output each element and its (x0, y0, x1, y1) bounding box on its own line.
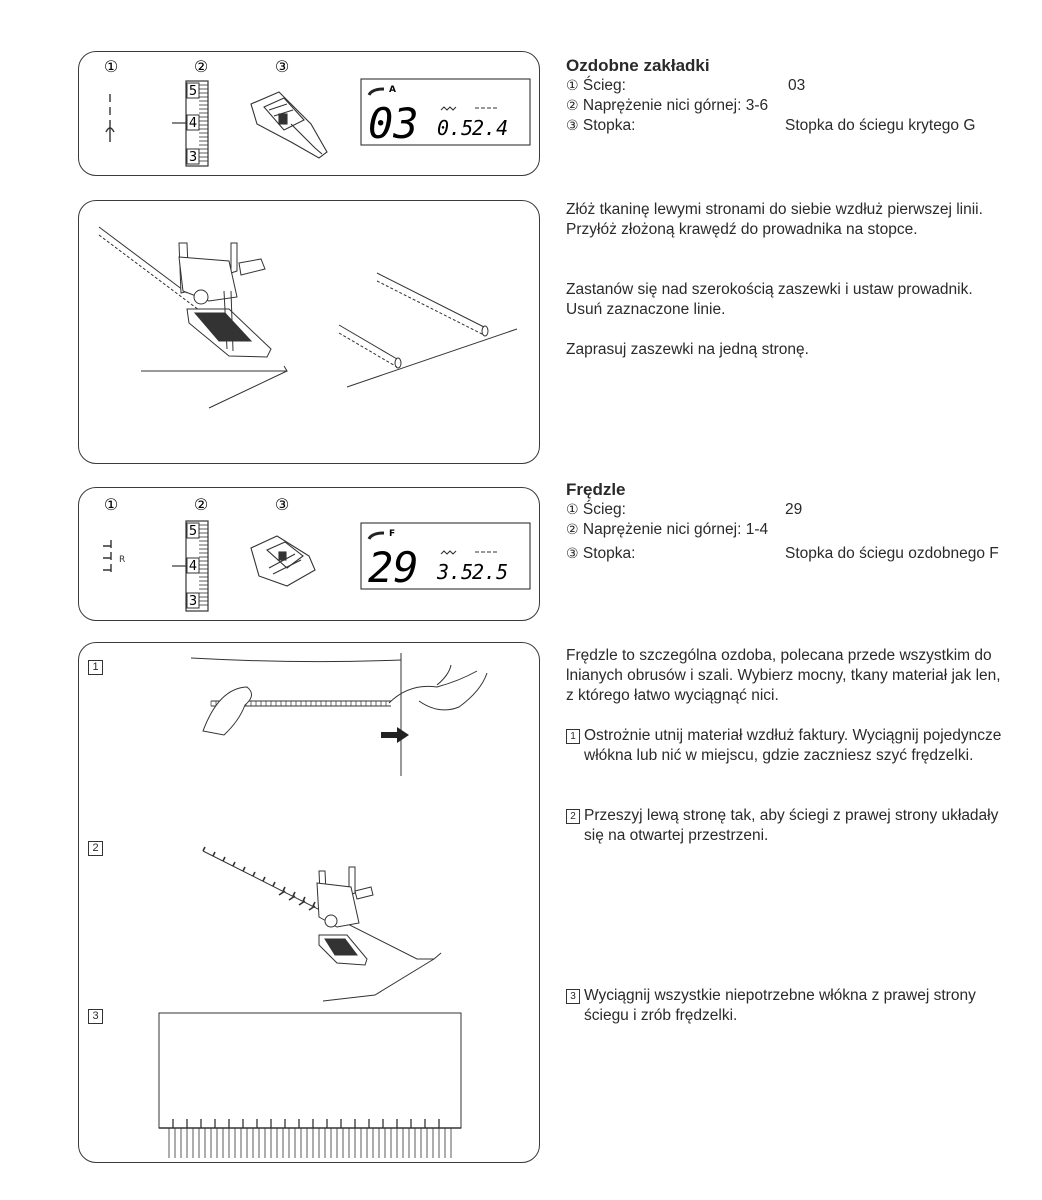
setting-value: Stopka do ściegu ozdobnego F (785, 545, 999, 562)
settings-figure (79, 488, 541, 622)
tucks-settings (566, 56, 1026, 136)
section-heading-fringe: Frędzle (566, 480, 626, 499)
setting-label: Stopka: (582, 117, 636, 134)
dial-value-top: 5 (188, 84, 198, 99)
setting-num: ③ (566, 118, 579, 134)
pull-thread-illustration (191, 653, 487, 776)
presser-foot-illustration (179, 243, 271, 357)
step-number: 1 (566, 729, 580, 744)
setting-value: Stopka do ściegu krytego G (785, 117, 976, 134)
label-foot-num: ③ (274, 57, 290, 76)
lcd-pattern-number: 03 (368, 99, 419, 148)
setting-num: ② (566, 522, 579, 538)
setting-label: Naprężenie nici górnej: (582, 97, 742, 114)
setting-value: 03 (788, 77, 806, 94)
instruction-fold: Złóż tkaninę lewymi stronami do siebie wzdłuż pierwszej linii. Przyłóż złożoną krawędź do prowadnika na stopce. (566, 201, 983, 238)
step-text: Ostrożnie utnij materiał wzdłuż faktury. Wyciągnij pojedyncze włókna lub nić w miejscu, gdzie zaczniesz szyć frędzelki. (584, 727, 1002, 764)
setting-row-stitch (566, 76, 1026, 96)
settings-panel-tucks (78, 51, 540, 176)
fringe-instructions (566, 646, 1006, 1026)
settings-figure (79, 52, 541, 177)
setting-row-tension (566, 520, 1036, 540)
lcd-width: 3.5 (437, 560, 474, 584)
lcd-letter: F (389, 529, 396, 539)
setting-num: ① (566, 502, 579, 518)
lcd-width: 0.5 (437, 116, 474, 140)
fringe-intro: Frędzle to szczególna ozdoba, polecana przede wszystkim do lnianych obrusów i szali. Wybierz mocny, tkany materiał jak len, z którego łatwo wyciągnąć nici. (566, 647, 1001, 704)
tuck-illustration (79, 201, 541, 465)
setting-label: Naprężenie nici górnej: (582, 521, 742, 538)
step-number: 2 (566, 809, 580, 824)
setting-row-stitch (566, 500, 1036, 520)
lcd-display (361, 79, 530, 148)
lcd-pattern-number: 29 (368, 543, 419, 592)
tuck-illustration-panel (78, 200, 540, 464)
setting-num: ② (566, 98, 579, 114)
fringe-step-2 (566, 806, 1006, 846)
dial-value-mid: 4 (188, 116, 198, 131)
folded-tucks-illustration (339, 273, 517, 387)
fringe-settings (566, 480, 1036, 564)
label-stitch-num: ① (103, 495, 119, 514)
step-label-3: 3 (88, 1009, 103, 1024)
tension-dial-icon (172, 81, 208, 166)
dial-value-top: 5 (188, 524, 198, 539)
lcd-display (361, 523, 530, 592)
label-stitch-num: ① (103, 57, 119, 76)
finished-fringe-illustration (159, 1013, 461, 1158)
stitch-pattern-icon (103, 540, 125, 572)
fringe-step-3 (566, 986, 1006, 1026)
setting-row-tension (566, 96, 1026, 116)
fringe-step-1 (566, 726, 1006, 766)
sew-fringe-illustration (203, 847, 441, 1001)
setting-value: 3-6 (745, 97, 769, 114)
label-tension-num: ② (193, 495, 209, 514)
setting-label: Stopka: (582, 545, 636, 562)
step-label-2: 2 (88, 841, 103, 856)
setting-num: ① (566, 78, 579, 94)
setting-label: Ścieg: (582, 501, 626, 518)
section-heading-tucks: Ozdobne zakładki (566, 56, 710, 75)
stitch-pattern-icon (106, 94, 114, 142)
presser-foot-g-icon (251, 92, 327, 158)
lcd-letter: A (389, 85, 396, 95)
dial-value-mid: 4 (188, 559, 198, 574)
setting-label: Ścieg: (582, 77, 626, 94)
setting-value: 29 (785, 501, 803, 518)
label-tension-num: ② (193, 57, 209, 76)
setting-value: 1-4 (745, 521, 769, 538)
stitch-mark-r: R (119, 555, 126, 565)
step-text: Wyciągnij wszystkie niepotrzebne włókna z prawej strony ściegu i zrób frędzelki. (584, 987, 976, 1024)
setting-num: ③ (566, 546, 579, 562)
tension-dial-icon (172, 521, 208, 611)
step-label-1: 1 (88, 660, 103, 675)
settings-panel-fringe (78, 487, 540, 621)
fringe-steps-panel (78, 642, 540, 1163)
instruction-press: Zaprasuj zaszewki na jedną stronę. (566, 341, 809, 358)
fringe-illustration (79, 643, 541, 1164)
tucks-instructions (566, 200, 1006, 360)
step-number: 3 (566, 989, 580, 1004)
setting-row-foot (566, 116, 1026, 136)
dial-value-bottom: 3 (188, 150, 198, 165)
presser-foot-f-icon (251, 536, 315, 586)
step-text: Przeszyj lewą stronę tak, aby ściegi z prawej strony układały się na otwartej przestrzeni. (584, 807, 999, 844)
instruction-guide: Zastanów się nad szerokością zaszewki i ustaw prowadnik. Usuń zaznaczone linie. (566, 281, 973, 318)
lcd-length: 2.4 (472, 116, 509, 140)
label-foot-num: ③ (274, 495, 290, 514)
setting-row-foot (566, 544, 1036, 564)
dial-value-bottom: 3 (188, 594, 198, 609)
lcd-length: 2.5 (472, 560, 509, 584)
